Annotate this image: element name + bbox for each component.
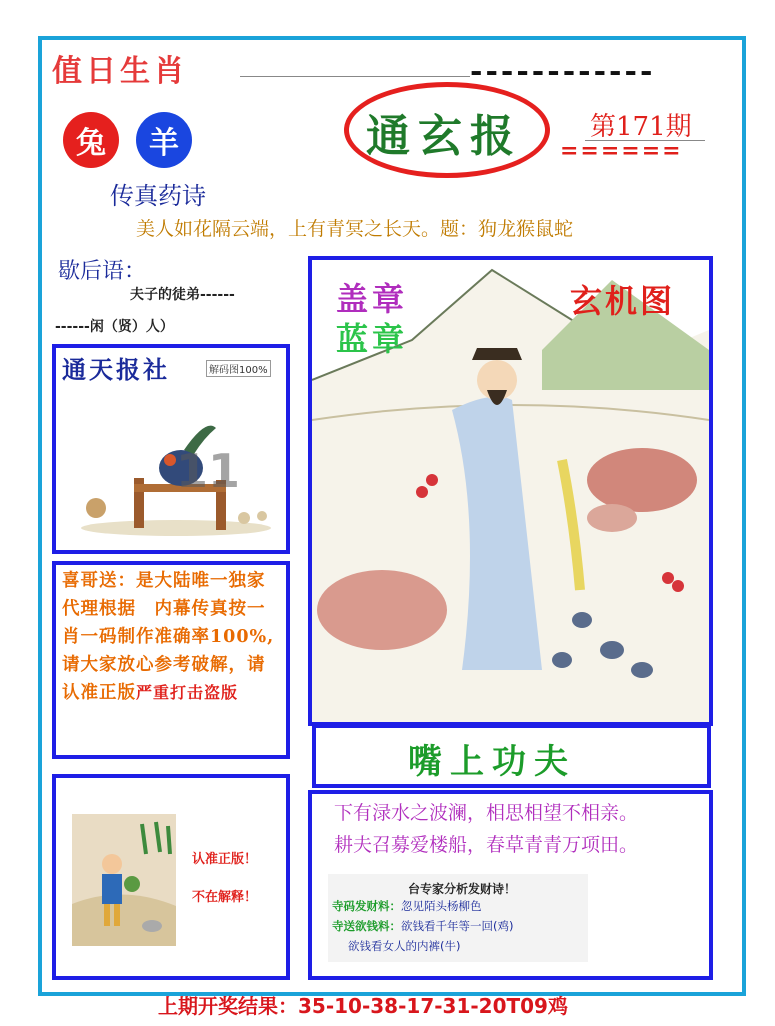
issue-decor-lines: ====== (560, 138, 683, 164)
expert-line-2-label: 寺送欲钱料： (332, 919, 401, 933)
boy-cartoon (72, 814, 176, 946)
expert-line-1-text: 忽见陌头杨柳色 (401, 899, 482, 913)
expert-heading: 台专家分析发财诗！ (408, 882, 517, 896)
header-dashes: ------------ (470, 54, 656, 89)
stamp-gaizhang: 盖章 (336, 280, 409, 318)
tongtian-panel (52, 344, 290, 554)
cartoon-panel (52, 774, 290, 980)
tongtian-tag: 解码图100% (206, 360, 271, 377)
expert-line-2 (332, 918, 513, 934)
zodiac-of-day-label: 值日生肖 (52, 54, 188, 89)
main-picture-panel (308, 256, 713, 726)
fax-poem-line: 美人如花隔云端，上有青冥之长天。题：狗龙猴鼠蛇 (136, 218, 574, 240)
xiehouyu-line-1: 夫子的徒弟------ (130, 287, 235, 303)
expert-line-2-text: 欲钱看千年等一回(鸡) (401, 919, 514, 933)
kungfu-title: 嘴上功夫 (408, 742, 576, 782)
last-draw-result: 上期开奖结果：35-10-38-17-31-20T09鸡 (158, 994, 568, 1018)
xuanji-title: 玄机图 (570, 282, 676, 320)
zodiac-rabbit-badge: 兔 (63, 112, 119, 168)
expert-line-1 (332, 898, 482, 914)
expert-line-1-label: 寺码发财料： (332, 899, 401, 913)
expert-line-3: 欲钱看女人的内裤(牛) (348, 939, 461, 953)
issue-number: 第171期 (590, 112, 692, 142)
cartoon-note-1: 认准正版！ (192, 852, 258, 867)
stamp-lanzhang: 蓝章 (336, 320, 409, 358)
poem-line-1: 下有渌水之波澜，相思相望不相亲。 (334, 802, 639, 824)
poem-panel (308, 790, 713, 980)
kungfu-panel (312, 724, 711, 788)
promo-text-warning: 严重打击盗版 (136, 683, 239, 702)
promo-text (62, 567, 280, 707)
rooster-illustration (66, 388, 281, 543)
tongtian-title: 通天报社 (62, 355, 170, 384)
xiehouyu-line-2: ------闲（贤）人） (55, 319, 174, 335)
tongtian-number: 11 (176, 444, 241, 498)
promo-panel (52, 561, 290, 759)
header-rule (240, 76, 470, 77)
poem-line-2: 耕夫召募爱楼船，春草青青万项田。 (334, 834, 639, 856)
xiehouyu-label: 歇后语： (58, 259, 147, 284)
masthead-title: 通玄报 (366, 111, 522, 162)
fax-poem-label: 传真药诗 (110, 182, 206, 210)
cartoon-note-2: 不在解释！ (192, 890, 258, 905)
zodiac-goat-badge: 羊 (136, 112, 192, 168)
promo-text-body: 喜哥送：是大陆唯一独家代理根据 内幕传真按一肖一码制作准确率100%,请大家放心参考破解，请认准正版 (62, 571, 275, 703)
